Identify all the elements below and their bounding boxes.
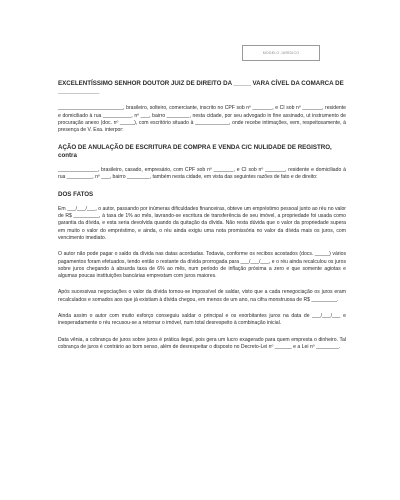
facts-section-title: DOS FATOS (58, 190, 94, 198)
court-header: EXCELENTÍSSIMO SENHOR DOUTOR JUIZ DE DIREITO DA _____ VARA CÍVEL DA COMARCA DE ____________ (58, 80, 344, 96)
facts-paragraph: O autor não pode pagar o saldo da dívida nas datas acordadas. Todavia, conforme os recibos acostados (docs. _____) vários pagamentos foram efetuados, tendo então o restante da dívida prorrogada para ___/___/___, e o réu ainda recalculou os juros sobre juros chegando à absurda taxa de 6% ao mês, num período de inflação próxima a zero e que somente agiotas e algumas poucas instituições bancárias emprestam com juros maiores. (58, 251, 346, 280)
facts-paragraph: Após sucessivas negociações o valor da dívida tornou-se impossível de saldar, visto que a cada renegociação os juros eram recalculados e somados aos que já existiam à dívida chegou, em menos de um ano, na cifra monstruosa de R$ _________. (58, 289, 346, 303)
defendant-qualification: ______________, brasileiro, casado, empresário, com CPF sob nº _______, e CI sob nº _______, residente e domiciliado à rua _________, nº ___, bairro ________, também nesta cidade, em vista das seguintes razões de fato e de direito: (58, 167, 346, 181)
action-title: AÇÃO DE ANULAÇÃO DE ESCRITURA DE COMPRA E VENDA C/C NULIDADE DE REGISTRO, contra (58, 143, 332, 159)
facts-paragraph: Data vênia, a cobrança de juros sobre juros é prática ilegal, pois gera um lucro exagerado para quem empresta o dinheiro. Tal cobrança de juros é contrário ao bom senso, além de desrespeitar o disposto no Decreto-Lei nº ______ e a Lei nº ________. (58, 336, 346, 350)
plaintiff-qualification: _______________________, brasileiro, solteiro, comerciante, inscrito no CPF sob nº _______, e CI sob nº _______, residente e domiciliado à rua __________, nº ___, bairro ________, nesta cidade, por seu advogado in fine assinado, ut instrumento de procuração anexo (doc. nº _____), com escritório situado à ____________, onde recebe intimações, vem, respeitosamente, à presença de V. Exa. interpor: (58, 105, 346, 134)
template-stamp: MODELO JURÍDICO (242, 45, 320, 61)
facts-paragraph: Em ___/___/___, o autor, passando por inúmeras dificuldades financeiras, obteve um empréstimo pessoal junto ao réu no valor de R$ _________, à taxa de 1% ao mês, lavrando-se escritura de transferência de seu imóvel, a propriedade foi usada como garantia da dívida, e esta seria devolvida quando da quitação da dívida. Não resta dúvida que o valor da propriedade supera em muito o valor do empréstimo, e ainda, o réu ainda exigiu uma nota promissória no valor da dívida mais os juros, com vencimento imediato. (58, 205, 346, 241)
document-body (58, 80, 346, 351)
facts-paragraph: Ainda assim o autor com muito esforço conseguiu saldar o principal e os exorbitantes juros na data de ___/___/___ e inesperadamente o réu recusou-se a retornar o imóvel, num total desrespeito à combinação inicial. (58, 313, 346, 327)
